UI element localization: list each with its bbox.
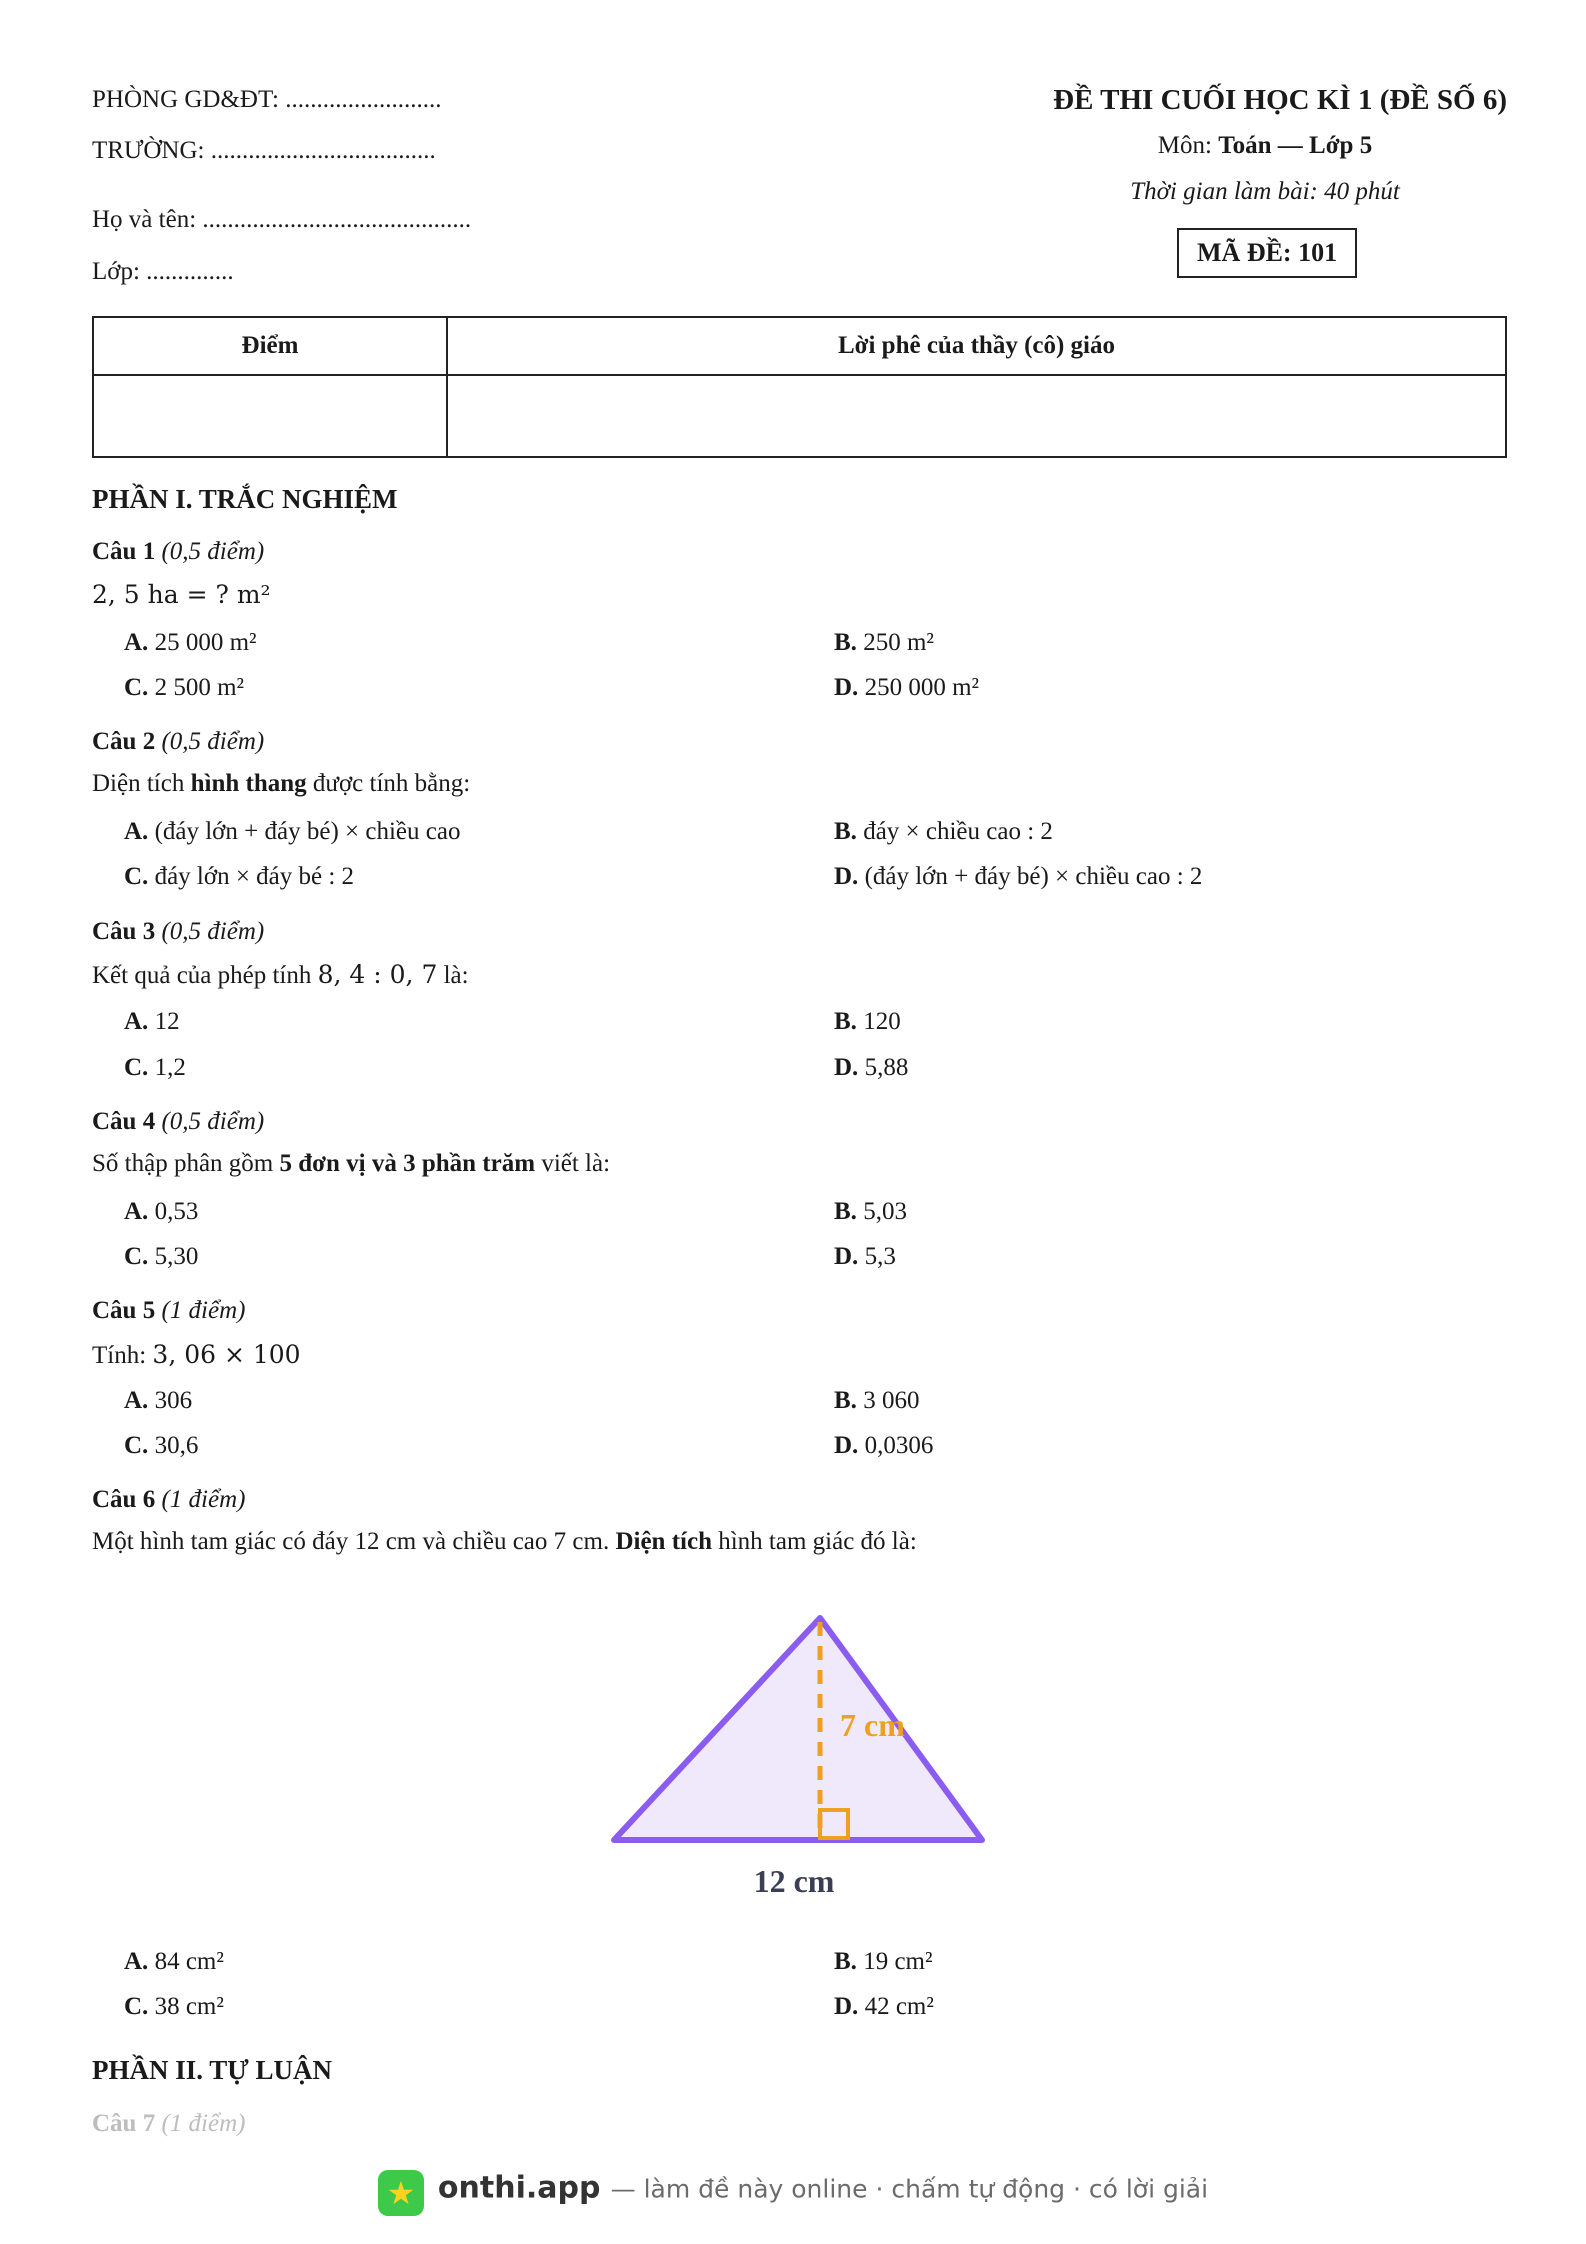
score-cell[interactable] bbox=[93, 375, 447, 457]
question-5-stem: Tính: 3, 06 × 100 bbox=[92, 1340, 301, 1369]
q1-option-c[interactable]: C. 2 500 m² bbox=[124, 674, 245, 701]
question-6-stem: Một hình tam giác có đáy 12 cm và chiều cao 7 cm. Diện tích hình tam giác đó là: bbox=[92, 1528, 917, 1555]
base-label: 12 cm bbox=[753, 1863, 835, 1899]
q5-option-a[interactable]: A. 306 bbox=[124, 1387, 193, 1414]
q3-option-c[interactable]: C. 1,2 bbox=[124, 1054, 186, 1081]
footer-tagline: — làm đề này online · chấm tự động · có lời giải bbox=[610, 2174, 1209, 2204]
q2-option-b[interactable]: B. đáy × chiều cao : 2 bbox=[834, 818, 1053, 845]
question-1-header bbox=[92, 538, 264, 566]
q1-option-b[interactable]: B. 250 m² bbox=[834, 629, 934, 656]
question-points: (0,5 điểm) bbox=[161, 538, 265, 565]
question-label: Câu 1 bbox=[92, 538, 156, 565]
triangle-figure bbox=[590, 1600, 1010, 1900]
q4-option-b[interactable]: B. 5,03 bbox=[834, 1198, 907, 1225]
height-label: 7 cm bbox=[840, 1707, 905, 1743]
question-1-stem: 2, 5 ha = ? m² bbox=[92, 580, 271, 609]
q2-option-a[interactable]: A. (đáy lớn + đáy bé) × chiều cao bbox=[124, 818, 461, 845]
question-4-header: Câu 4 (0,5 điểm) bbox=[92, 1108, 265, 1135]
q3-option-b[interactable]: B. 120 bbox=[834, 1008, 901, 1035]
footer-banner[interactable] bbox=[0, 2170, 1586, 2216]
q3-option-d[interactable]: D. 5,88 bbox=[834, 1054, 909, 1081]
phong-gd-field: PHÒNG GD&ĐT: ......................... bbox=[92, 86, 442, 113]
q1-option-a[interactable]: A. 25 000 m² bbox=[124, 629, 257, 656]
ho-ten-field: Họ và tên: ........................................... bbox=[92, 206, 472, 233]
question-5-header: Câu 5 (1 điểm) bbox=[92, 1297, 246, 1324]
part1-heading: PHẦN I. TRẮC NGHIỆM bbox=[92, 484, 398, 514]
comment-header: Lời phê của thầy (cô) giáo bbox=[447, 317, 1506, 375]
q5-option-b[interactable]: B. 3 060 bbox=[834, 1387, 920, 1414]
q4-option-a[interactable]: A. 0,53 bbox=[124, 1198, 199, 1225]
score-header: Điểm bbox=[93, 317, 447, 375]
subject-name: Toán — Lớp 5 bbox=[1218, 132, 1373, 159]
brand-name[interactable]: onthi.app bbox=[437, 2170, 601, 2206]
question-2-header: Câu 2 (0,5 điểm) bbox=[92, 728, 265, 755]
question-3-header: Câu 3 (0,5 điểm) bbox=[92, 918, 265, 945]
q6-option-b[interactable]: B. 19 cm² bbox=[834, 1948, 933, 1975]
subject-line bbox=[1100, 132, 1430, 160]
q2-option-d[interactable]: D. (đáy lớn + đáy bé) × chiều cao : 2 bbox=[834, 863, 1203, 890]
q4-option-c[interactable]: C. 5,30 bbox=[124, 1243, 199, 1270]
q4-option-d[interactable]: D. 5,3 bbox=[834, 1243, 896, 1270]
q5-option-c[interactable]: C. 30,6 bbox=[124, 1432, 199, 1459]
q2-option-c[interactable]: C. đáy lớn × đáy bé : 2 bbox=[124, 863, 355, 890]
q3-option-a[interactable]: A. 12 bbox=[124, 1008, 180, 1035]
subject-prefix: Môn: bbox=[1157, 132, 1219, 159]
exam-title: ĐỀ THI CUỐI HỌC KÌ 1 (ĐỀ SỐ 6) bbox=[1053, 84, 1507, 116]
q5-option-d[interactable]: D. 0,0306 bbox=[834, 1432, 934, 1459]
star-icon: ★ bbox=[378, 2170, 424, 2216]
time-limit: Thời gian làm bài: 40 phút bbox=[1130, 178, 1400, 205]
q6-option-c[interactable]: C. 38 cm² bbox=[124, 1993, 224, 2020]
question-2-stem: Diện tích hình thang được tính bằng: bbox=[92, 770, 471, 797]
question-3-stem: Kết quả của phép tính 8, 4 : 0, 7 là: bbox=[92, 960, 469, 989]
comment-cell[interactable] bbox=[447, 375, 1506, 457]
question-7-header: Câu 7 (1 điểm) bbox=[92, 2110, 246, 2137]
q6-option-a[interactable]: A. 84 cm² bbox=[124, 1948, 224, 1975]
score-table bbox=[92, 316, 1507, 458]
part2-heading: PHẦN II. TỰ LUẬN bbox=[92, 2055, 333, 2085]
lop-field: Lớp: .............. bbox=[92, 258, 234, 285]
question-4-stem: Số thập phân gồm 5 đơn vị và 3 phần trăm viết là: bbox=[92, 1150, 611, 1177]
triangle-shape bbox=[614, 1618, 982, 1840]
truong-field: TRƯỜNG: .................................... bbox=[92, 137, 436, 164]
exam-code-box: MÃ ĐỀ: 101 bbox=[1177, 228, 1357, 278]
q6-option-d[interactable]: D. 42 cm² bbox=[834, 1993, 934, 2020]
q1-option-d[interactable]: D. 250 000 m² bbox=[834, 674, 980, 701]
question-6-header: Câu 6 (1 điểm) bbox=[92, 1486, 246, 1513]
